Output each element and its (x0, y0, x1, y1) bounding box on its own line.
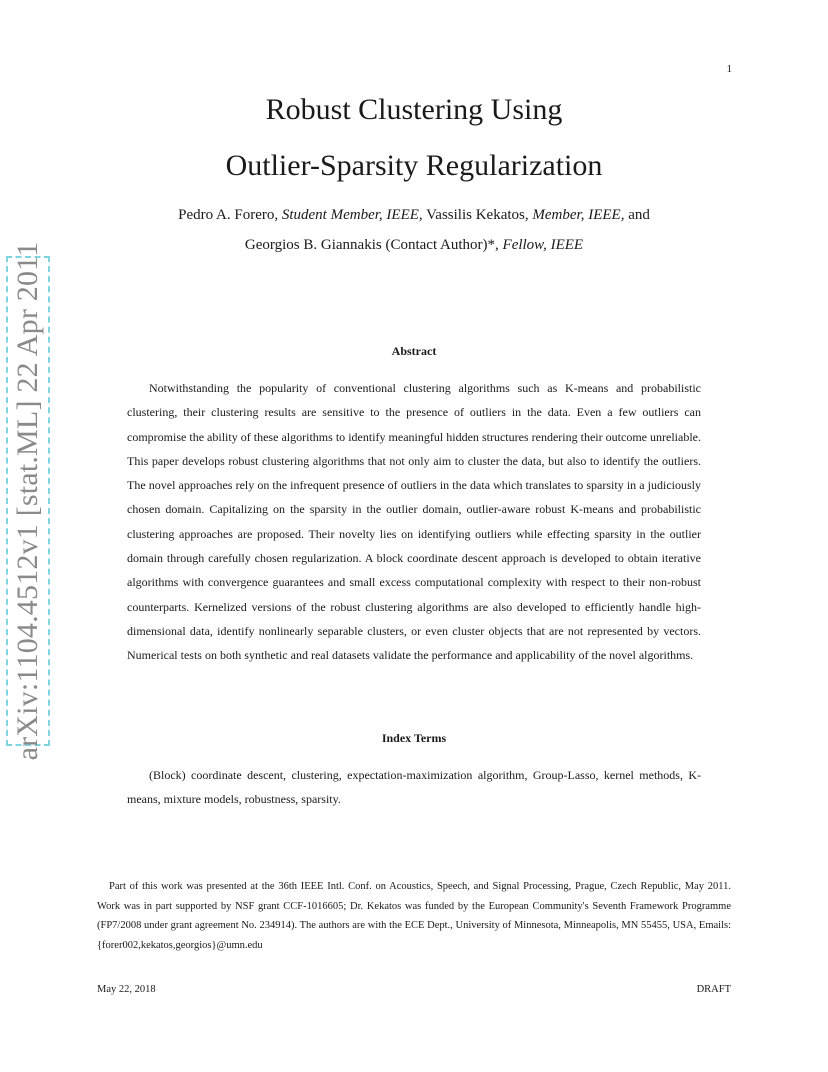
author-line-1-part-0: Pedro A. Forero, (178, 207, 282, 223)
paper-title-line-1: Robust Clustering Using (265, 93, 563, 126)
author-line-1-part-1: Student Member, IEEE, (281, 207, 423, 223)
author-line-2-part-0: Georgios B. Giannakis (Contact Author)*, (244, 237, 503, 253)
paper-title-line-2: Outlier-Sparsity Regularization (225, 149, 603, 182)
author-line-1 (60, 205, 768, 225)
page-number: 1 (726, 63, 732, 75)
footnote: Part of this work was presented at the 36th IEEE Intl. Conf. on Acoustics, Speech, and Signal Processing, Prague, Czech Republic, May 2011. Work was in part supported by NSF grant CCF-1016605; Dr. Kekatos was funded by the European Community's Seventh Framework Programme (FP7/2008 under grant agreement No. 234914). The authors are with the ECE Dept., University of Minnesota, Minneapolis, MN 55455, USA, Emails:{forer002,kekatos,georgios}@umn.edu (97, 881, 731, 951)
index-terms-heading: Index Terms (381, 731, 447, 745)
arxiv-stamp-text: arXiv:1104.4512v1 [stat.ML] 22 Apr 2011 (11, 241, 44, 761)
author-line-1-part-4: and (624, 207, 650, 223)
footer-date: May 22, 2018 (97, 984, 156, 995)
arxiv-stamp (6, 241, 50, 761)
abstract-body: Notwithstanding the popularity of conventional clustering algorithms such as K-means and probabilistic clustering, their clustering results are sensitive to the presence of outliers in the data. Even a few outliers can compromise the ability of these algorithms to identify meaningful hidden structures rendering their outcome unreliable. This paper develops robust clustering algorithms that not only aim to cluster the data, but also to identify the outliers. The novel approaches rely on the infrequent presence of outliers in the data which translates to sparsity in a judiciously chosen domain. Capitalizing on the sparsity in the outlier domain, outlier-aware robust K-means and probabilistic clustering approaches are proposed. Their novelty lies on identifying outliers while effecting sparsity in the outlier domain through carefully chosen regularization. A block coordinate descent approach is developed to obtain iterative algorithms with convergence guarantees and small excess computational complexity with respect to their non-robust counterparts. Kernelized versions of the robust clustering algorithms are also developed to efficiently handle high-dimensional data, identify nonlinearly separable clusters, or even cluster objects that are not represented by vectors. Numerical tests on both synthetic and real datasets validate the performance and applicability of the novel algorithms. (127, 381, 701, 663)
footer-status: DRAFT (696, 984, 731, 995)
author-line-2-part-1: Fellow, IEEE (502, 237, 584, 253)
index-terms-body: (Block) coordinate descent, clustering, expectation-maximization algorithm, Group-Lasso, kernel methods, K-means, mixture models, robustness, sparsity. (127, 768, 701, 807)
abstract-heading: Abstract (391, 344, 437, 358)
author-line-2 (60, 235, 768, 255)
author-line-1-part-2: Vassilis Kekatos, (422, 207, 533, 223)
author-line-1-part-3: Member, IEEE, (532, 207, 625, 223)
